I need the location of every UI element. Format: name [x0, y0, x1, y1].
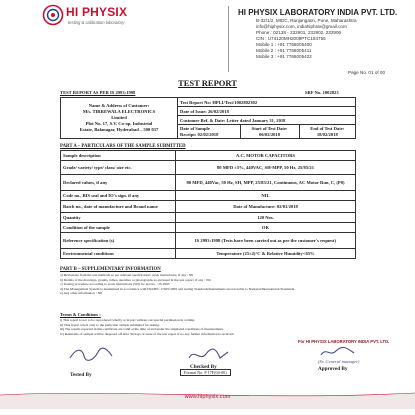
supplementary-notes	[60, 273, 356, 296]
row-value: NIL	[176, 191, 356, 201]
term-item: i) This report is not to be reproduced wholly or in part without our special permission in writing.	[60, 318, 196, 322]
for-company-line: For HI PHYSIX LABORATORY INDIA PVT. LTD.	[298, 339, 390, 344]
sample-particulars-table	[60, 150, 356, 259]
website-link[interactable]: www.hiphysix.com	[184, 394, 231, 400]
table-row	[61, 151, 356, 161]
table-row	[61, 223, 356, 233]
test-end-date	[299, 125, 355, 139]
row-value: 80 MFD, 440Vac, 50 Hz, SH, MPP, 25/85/21, Continuous, AC Motor Run, C, (P0)	[176, 175, 356, 191]
page-number: Page No. 01 of 00	[348, 70, 386, 75]
checked-by-label: Checked By	[190, 364, 217, 370]
brand-hi: HI	[66, 5, 79, 19]
term-item: iv) Remnants of sample will be disposed off after 30 days of issue of the test report if no any further information is received.	[60, 331, 235, 336]
table-row	[61, 201, 356, 213]
row-label: Grade/ variety/ type/ class/ size etc.	[61, 161, 176, 175]
row-label: Environmental conditions	[61, 249, 176, 259]
company-address	[256, 18, 415, 60]
address-line: Mobile 1 : +91 7768005400	[256, 42, 312, 47]
date-of-issue: Date of Issue: 26/02/2018	[178, 107, 356, 116]
note-item: e) Any other information : Nil	[60, 291, 103, 295]
start-value: 06/02/2018	[259, 131, 281, 137]
end-value: 18/02/2018	[316, 131, 338, 137]
report-standard-ref: TEST REPORT AS PER IS 2993:1998	[60, 90, 136, 95]
letterhead	[42, 4, 402, 76]
part-a-heading: PART A – PARTICULARS OF THE SAMPLE SUBMITTED	[60, 144, 186, 149]
note-item: c) Testing procedure according to work instructions (WI) for test no. : IS 2993	[60, 282, 170, 286]
end-label: End of Test Date:	[310, 126, 345, 131]
general-manager-title: (Sr. General manager)	[318, 359, 360, 364]
approved-by-label: Approved By	[318, 366, 348, 372]
table-row	[61, 191, 356, 201]
row-value: OK	[176, 223, 356, 233]
part-b-heading: PART B – SUPPLEMENTARY INFORMATION	[60, 267, 161, 272]
customer-label: Name & Address of Customer:	[88, 103, 150, 108]
row-label: Code no., BIS seal and IO's sign. if any	[61, 191, 176, 201]
sample-receipt-date	[178, 125, 241, 139]
customer-name-2: Limited	[111, 115, 127, 120]
row-value: 120 Nos.	[176, 213, 356, 223]
customer-cell	[61, 98, 178, 139]
format-number: Format No. P 17F(04-00)	[180, 369, 231, 376]
note-item: d) The Management System is maintained in accordance with ISO/IEC 17025:2005 and testing Standards/Instruments are traceable to National/International Standards.	[60, 286, 296, 291]
start-label: Start of Test Date:	[251, 126, 288, 131]
term-item: ii) This report refers only to the particular sample submitted for testing.	[60, 322, 160, 327]
address-line: Mobile 2 : +91 7768005411	[256, 48, 312, 53]
row-label: Sample description	[61, 151, 176, 161]
brand-name	[66, 5, 127, 19]
tested-by-label: Tested By	[70, 372, 92, 378]
company-name: HI PHYSIX LABORATORY INDIA PVT. LTD.	[238, 8, 398, 17]
row-label: Batch no., date of manufacture and Brand name	[61, 201, 176, 213]
table-row	[61, 249, 356, 259]
company-logo-icon	[42, 4, 64, 26]
test-start-date	[240, 125, 299, 139]
brand-physix: PHYSIX	[81, 5, 128, 19]
report-number: Test Report No: HPLI/Test/1002802302	[178, 98, 356, 107]
customer-name: M/s. TIRREWALA ELECTRONICS	[82, 109, 156, 114]
srf-number: SRF No. 1002823	[305, 90, 339, 95]
checker-signature	[186, 346, 232, 364]
address-line: info@hiphysix.com, indiahiphsix@gmail.com	[256, 24, 347, 29]
address-line: CIN : U74120MH2009PTC194756	[256, 36, 326, 41]
tester-signature	[66, 344, 116, 364]
receipt-value: Receipt: 02/02/2018	[180, 131, 219, 137]
customer-address: Plot No. 17, S.V. Co-op. Industrial	[85, 121, 153, 126]
address-line: Mobile 3 : +91 7768005422	[256, 54, 312, 59]
header-divider	[228, 6, 229, 72]
report-header-table	[60, 97, 356, 139]
approver-signature	[318, 345, 358, 359]
row-value: Date of Manufacture: 02/01/2018	[176, 201, 356, 213]
address-line: B-32/1/2, MIDC, Ranjangaon, Pune, Maharashtra	[256, 18, 357, 23]
table-row	[61, 233, 356, 249]
customer-address-2: Estate, Balanagar, Hyderabad – 500 037	[79, 127, 159, 132]
address-line: Phone : 02138 - 232901, 232902, 232906	[256, 30, 342, 35]
table-row	[61, 175, 356, 191]
row-value: Temperature (25±2)°C & Relative Humidity<65%	[176, 249, 356, 259]
row-value: 80 MFD ±5%, 440VAC, SH-MPP, 50 Hz, 25/85/21	[176, 161, 356, 175]
note-item: b) Details of the drawings, graphs, tables, sketches or photographs as enclosed in the test report, if any : Nil	[60, 277, 211, 282]
row-value: A.C. MOTOR CAPACITORS	[176, 151, 356, 161]
note-item: a) Deviations from the test methods as per relevant specification/ work instructions, if any : Nil	[60, 273, 194, 277]
terms-list	[60, 318, 356, 336]
table-row	[61, 213, 356, 223]
row-value: IS 2993:1998 (Tests have been carried out as per the customer's request)	[176, 233, 356, 249]
table-row	[61, 161, 356, 175]
customer-reference: Customer Ref. & Date: Letter dated January 31, 2018	[178, 116, 356, 125]
row-label: Condition of the sample	[61, 223, 176, 233]
row-label: Reference specification (s)	[61, 233, 176, 249]
row-label: Quantity	[61, 213, 176, 223]
terms-heading: Terms & Conditions :	[60, 312, 101, 317]
term-item: iii) The results reported in this certificate are valid at the time of and under the stipulated conditions of measurement.	[60, 327, 224, 331]
report-title: TEST REPORT	[178, 78, 237, 88]
brand-tagline: testing & calibration laboratory	[68, 20, 125, 25]
receipt-label: Date of Sample	[180, 126, 210, 131]
row-label: Declared values, if any	[61, 175, 176, 191]
